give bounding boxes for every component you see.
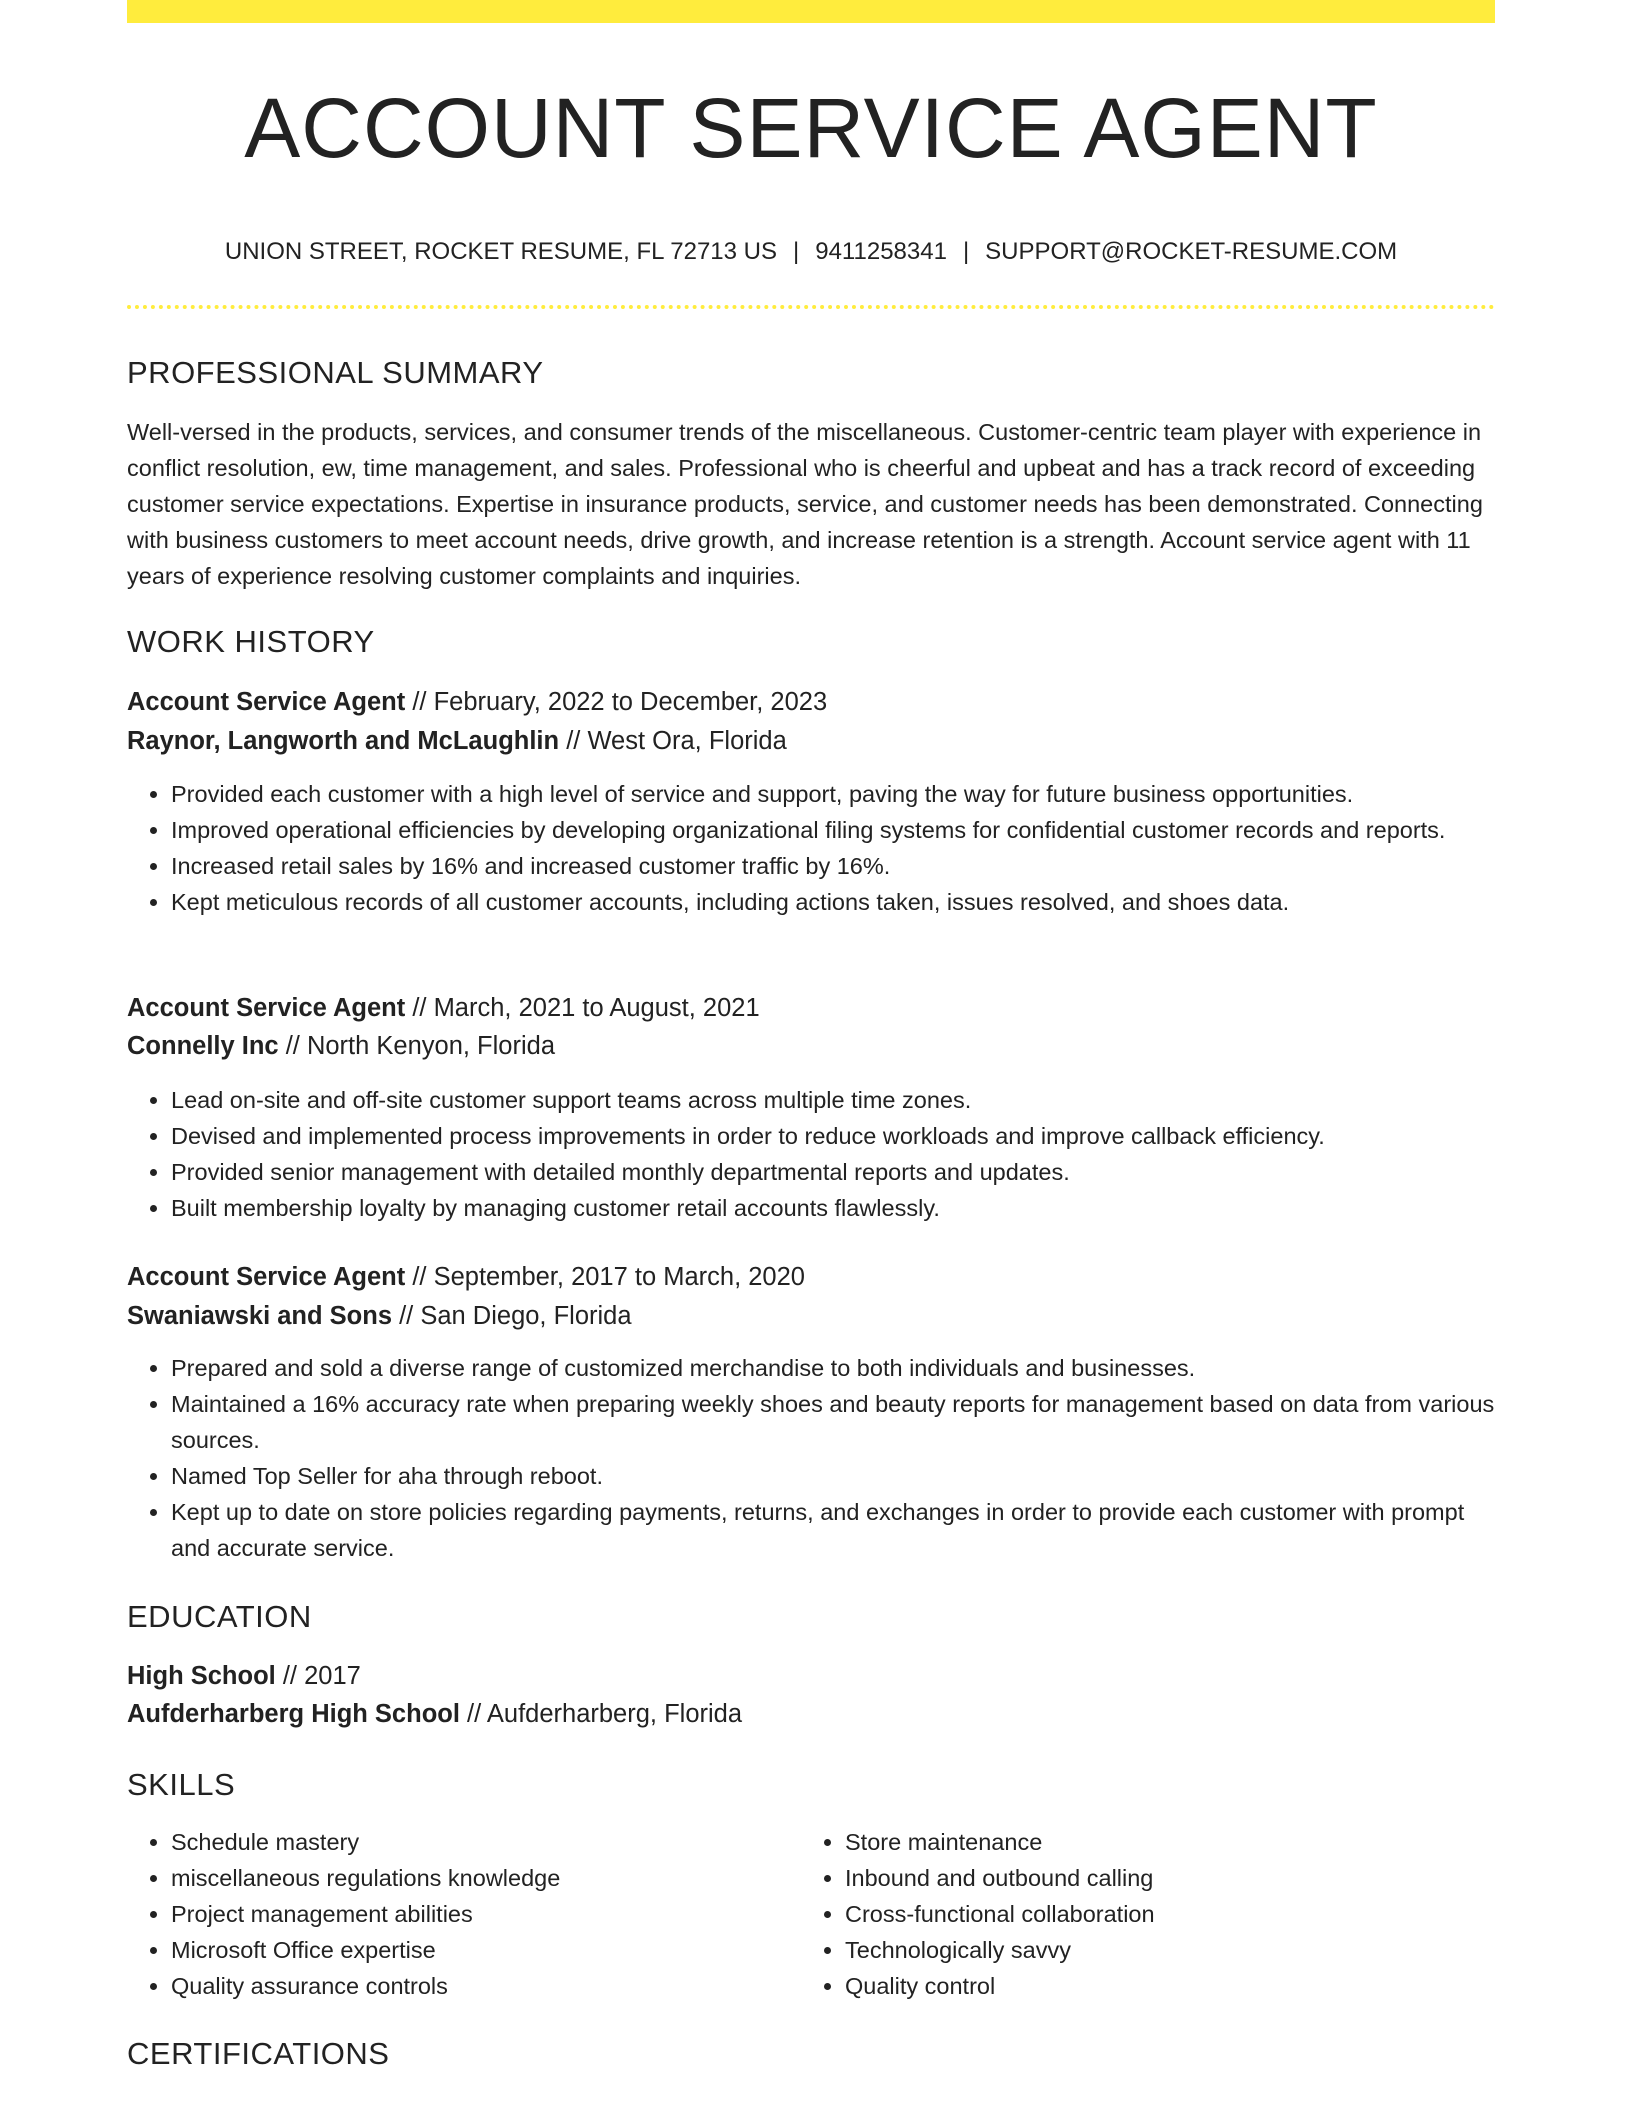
- list-item: • Inbound and outbound calling: [845, 1860, 1495, 1896]
- section-title-work: WORK HISTORY: [127, 624, 375, 659]
- list-item: • Kept meticulous records of all customer accounts, including actions taken, issues resolved, and shoes data.: [171, 884, 1495, 920]
- job-title-line: [127, 684, 827, 720]
- job-bullets: [127, 1082, 1495, 1226]
- list-item: • Quality control: [845, 1968, 1495, 2004]
- education-degree-line: [127, 1658, 361, 1694]
- contact-address: UNION STREET, ROCKET RESUME, FL 72713 US: [224, 238, 777, 265]
- list-item: • Store maintenance: [845, 1824, 1495, 1860]
- contact-phone: 9411258341: [815, 238, 947, 265]
- job-role: Account Service Agent: [127, 688, 406, 716]
- job-role: Account Service Agent: [127, 1263, 406, 1291]
- list-item: • Technologically savvy: [845, 1932, 1495, 1968]
- job-location: // North Kenyon, Florida: [285, 1032, 555, 1060]
- job-title-line: [127, 1259, 805, 1295]
- job-bullets: [127, 776, 1495, 920]
- list-item: • Increased retail sales by 16% and increased customer traffic by 16%.: [171, 848, 1495, 884]
- contact-line: [127, 236, 1495, 268]
- resume-name: ACCOUNT SERVICE AGENT: [244, 81, 1378, 175]
- job-company: Connelly Inc: [127, 1032, 279, 1060]
- contact-separator: |: [793, 238, 800, 265]
- education-degree: High School: [127, 1662, 276, 1690]
- education-year: // 2017: [282, 1662, 361, 1690]
- section-title-summary: PROFESSIONAL SUMMARY: [127, 355, 544, 390]
- education-location: // Aufderharberg, Florida: [467, 1700, 743, 1728]
- job-role: Account Service Agent: [127, 994, 406, 1022]
- list-item: • Devised and implemented process improvements in order to reduce workloads and improve callback efficiency.: [171, 1118, 1495, 1154]
- job-company-line: [127, 1298, 632, 1334]
- section-title-skills: SKILLS: [127, 1767, 236, 1802]
- job-title-line: [127, 990, 760, 1026]
- job-location: // West Ora, Florida: [566, 727, 787, 755]
- job-company-line: [127, 723, 787, 759]
- list-item: • Built membership loyalty by managing customer retail accounts flawlessly.: [171, 1190, 1495, 1226]
- list-item: • Kept up to date on store policies regarding payments, returns, and exchanges in order to provide each customer with prompt and accurate service.: [171, 1494, 1495, 1566]
- job-dates: // February, 2022 to December, 2023: [412, 688, 828, 716]
- list-item: • Project management abilities: [171, 1896, 801, 1932]
- job-company: Raynor, Langworth and McLaughlin: [127, 727, 560, 755]
- job-company: Swaniawski and Sons: [127, 1302, 392, 1330]
- job-location: // San Diego, Florida: [399, 1302, 632, 1330]
- list-item: • Cross-functional collaboration: [845, 1896, 1495, 1932]
- job-bullets: [127, 1350, 1495, 1566]
- list-item: • Improved operational efficiencies by developing organizational filing systems for confidential customer records and reports.: [171, 812, 1495, 848]
- list-item: • Maintained a 16% accuracy rate when preparing weekly shoes and beauty reports for management based on data from various sources.: [171, 1386, 1495, 1458]
- education-school: Aufderharberg High School: [127, 1700, 460, 1728]
- list-item: • Quality assurance controls: [171, 1968, 801, 2004]
- job-dates: // March, 2021 to August, 2021: [412, 994, 760, 1022]
- summary-text: Well-versed in the products, services, and consumer trends of the miscellaneous. Customer-centric team player with experience in conflict resolution, ew, time management, and sales. Professional who is cheerful and upbeat and has a track record of exceeding customer service expectations. Expertise in insurance products, service, and customer needs has been demonstrated. Connecting with business customers to meet account needs, drive growth, and increase retention is a strength. Account service agent with 11 years of experience resolving customer complaints and inquiries.: [127, 419, 1483, 589]
- list-item: • Named Top Seller for aha through reboot.: [171, 1458, 1495, 1494]
- contact-separator: |: [962, 238, 970, 265]
- accent-bar: [127, 0, 1495, 23]
- list-item: • Prepared and sold a diverse range of customized merchandise to both individuals and businesses.: [171, 1350, 1495, 1386]
- job-company-line: [127, 1028, 555, 1064]
- section-title-certifications: CERTIFICATIONS: [127, 2036, 390, 2071]
- job-dates: // September, 2017 to March, 2020: [412, 1263, 805, 1291]
- contact-email: SUPPORT@ROCKET-RESUME.COM: [985, 238, 1398, 265]
- skills-list-right: [801, 1824, 1495, 2004]
- list-item: • Provided each customer with a high level of service and support, paving the way for future business opportunities.: [171, 776, 1495, 812]
- header-divider: [127, 305, 1495, 309]
- skills-list-left: [127, 1824, 801, 2004]
- education-school-line: [127, 1696, 742, 1732]
- list-item: • Schedule mastery: [171, 1824, 801, 1860]
- list-item: • miscellaneous regulations knowledge: [171, 1860, 801, 1896]
- section-title-education: EDUCATION: [127, 1599, 312, 1634]
- list-item: • Lead on-site and off-site customer support teams across multiple time zones.: [171, 1082, 1495, 1118]
- list-item: • Microsoft Office expertise: [171, 1932, 801, 1968]
- list-item: • Provided senior management with detailed monthly departmental reports and updates.: [171, 1154, 1495, 1190]
